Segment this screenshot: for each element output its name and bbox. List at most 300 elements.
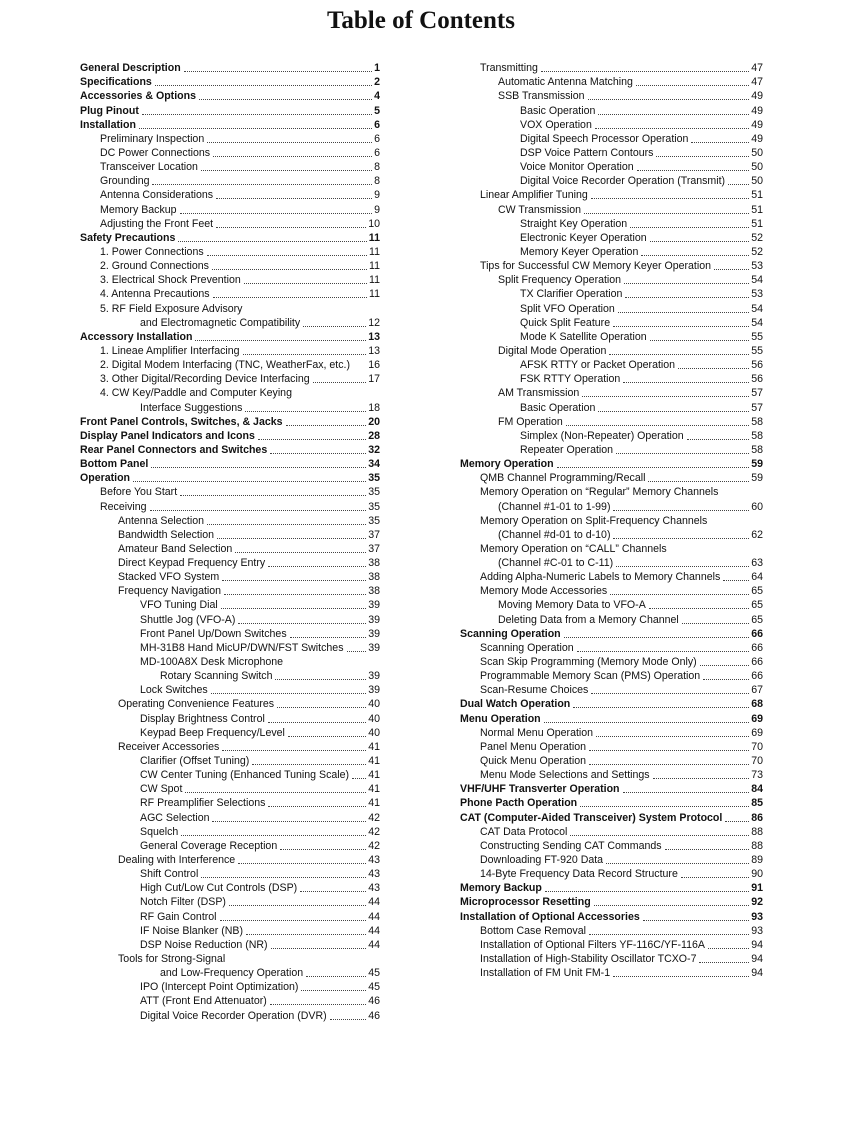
toc-dot-leader	[352, 778, 366, 779]
toc-entry[interactable]	[80, 498, 380, 512]
toc-entry[interactable]	[460, 894, 763, 908]
toc-dot-leader	[665, 849, 750, 850]
toc-entry[interactable]	[460, 937, 763, 951]
toc-page-number: 94	[751, 953, 763, 965]
toc-entry[interactable]	[80, 230, 380, 244]
toc-entry[interactable]	[460, 626, 763, 640]
toc-entry[interactable]	[80, 442, 380, 456]
toc-entry[interactable]	[460, 908, 763, 922]
toc-entry[interactable]	[80, 640, 380, 654]
toc-entry[interactable]	[80, 244, 380, 258]
toc-entry[interactable]	[460, 371, 763, 385]
toc-entry[interactable]	[80, 597, 380, 611]
toc-page-number: 8	[374, 161, 380, 174]
toc-entry[interactable]	[460, 230, 763, 244]
toc-dot-leader	[700, 665, 750, 666]
toc-entry[interactable]	[80, 484, 380, 498]
toc-dot-leader	[275, 679, 366, 680]
toc-entry[interactable]	[460, 725, 763, 739]
toc-page-number: 67	[751, 684, 763, 697]
toc-entry[interactable]	[80, 343, 380, 357]
toc-entry[interactable]	[460, 88, 763, 102]
toc-page-number: 53	[751, 288, 763, 301]
toc-page-number: 92	[751, 896, 763, 909]
toc-entry[interactable]	[460, 272, 763, 286]
toc-entry[interactable]	[80, 993, 380, 1007]
toc-entry-label: Safety Precautions	[80, 231, 176, 244]
toc-dot-leader	[238, 863, 366, 864]
toc-dot-leader	[221, 608, 366, 609]
toc-entry[interactable]	[460, 852, 763, 866]
toc-page-number: 69	[751, 726, 763, 739]
toc-entry[interactable]	[460, 74, 763, 88]
toc-entry[interactable]	[460, 795, 763, 809]
toc-dot-leader	[303, 326, 366, 327]
toc-entry[interactable]	[80, 894, 380, 908]
toc-entry-label: CW Transmission	[498, 203, 581, 216]
toc-entry-label: Digital Mode Operation	[498, 344, 607, 357]
toc-dot-leader	[728, 184, 749, 185]
toc-right-column	[460, 60, 763, 979]
toc-entry[interactable]	[80, 569, 380, 583]
toc-dot-leader	[306, 976, 366, 977]
toc-entry-label: Memory Backup	[460, 882, 542, 895]
toc-dot-leader	[582, 396, 749, 397]
toc-page-number: 39	[368, 599, 380, 612]
toc-entry[interactable]	[460, 102, 763, 116]
toc-page-number: 46	[368, 1009, 380, 1022]
toc-entry[interactable]	[80, 315, 380, 329]
toc-entry[interactable]	[460, 668, 763, 682]
toc-page-number: 70	[751, 740, 763, 753]
toc-entry[interactable]	[80, 329, 380, 343]
toc-dot-leader	[245, 411, 366, 412]
toc-entry[interactable]	[80, 201, 380, 215]
toc-entry[interactable]	[80, 668, 380, 682]
toc-entry[interactable]	[460, 470, 763, 484]
toc-page-number: 56	[751, 359, 763, 372]
toc-entry[interactable]	[80, 428, 380, 442]
toc-entry[interactable]	[460, 159, 763, 173]
toc-entry[interactable]	[460, 838, 763, 852]
toc-dot-leader	[616, 453, 749, 454]
toc-entry-label: Quick Split Feature	[520, 316, 611, 329]
toc-entry[interactable]	[80, 555, 380, 569]
toc-entry-label: Dealing with Interference	[118, 854, 236, 867]
toc-entry-label: Simplex (Non-Repeater) Operation	[520, 429, 684, 442]
toc-dot-leader	[243, 354, 367, 355]
toc-entry[interactable]	[460, 513, 763, 527]
toc-entry[interactable]	[460, 244, 763, 258]
toc-page-number: 52	[751, 231, 763, 244]
toc-entry[interactable]	[80, 102, 380, 116]
toc-page-number: 73	[751, 769, 763, 782]
toc-entry[interactable]	[460, 555, 763, 569]
toc-entry[interactable]	[80, 753, 380, 767]
toc-entry[interactable]	[460, 824, 763, 838]
toc-entry[interactable]	[460, 866, 763, 880]
toc-entry[interactable]	[460, 951, 763, 965]
toc-entry[interactable]	[460, 216, 763, 230]
toc-page-number: 6	[374, 146, 380, 159]
toc-page-number: 50	[751, 161, 763, 174]
toc-entry[interactable]	[460, 880, 763, 894]
toc-entry-label: Installation of Optional Accessories	[460, 910, 640, 923]
toc-entry[interactable]	[80, 1007, 380, 1021]
toc-entry[interactable]	[80, 159, 380, 173]
toc-entry-label: Amateur Band Selection	[118, 542, 233, 555]
toc-entry[interactable]	[460, 117, 763, 131]
toc-page-number: 59	[751, 472, 763, 485]
toc-page-number: 42	[368, 839, 380, 852]
toc-dot-leader	[280, 849, 366, 850]
toc-page-number: 88	[751, 839, 763, 852]
toc-entry-label: Preliminary Inspection	[100, 132, 205, 145]
toc-entry[interactable]	[80, 838, 380, 852]
toc-entry[interactable]	[80, 583, 380, 597]
toc-entry-label: Downloading FT-920 Data	[480, 854, 604, 867]
toc-entry-label: Linear Amplifier Tuning	[480, 189, 588, 202]
toc-entry[interactable]	[80, 626, 380, 640]
toc-page-number: 39	[368, 684, 380, 697]
toc-page-number: 66	[751, 627, 763, 640]
toc-entry-label: Microprocessor Resetting	[460, 896, 591, 909]
toc-entry-label: Electronic Keyer Operation	[520, 231, 647, 244]
toc-dot-leader	[589, 764, 749, 765]
toc-entry-label: 4. Antenna Precautions	[100, 288, 210, 301]
toc-page-number: 11	[368, 231, 380, 244]
toc-dot-leader	[541, 71, 749, 72]
toc-entry[interactable]	[460, 541, 763, 555]
toc-entry[interactable]	[80, 117, 380, 131]
toc-entry[interactable]	[460, 739, 763, 753]
toc-page-number: 35	[368, 514, 380, 527]
toc-page-number: 18	[368, 401, 380, 414]
toc-entry[interactable]	[80, 880, 380, 894]
toc-entry[interactable]	[80, 145, 380, 159]
toc-entry-label: Rotary Scanning Switch	[160, 670, 273, 683]
toc-entry[interactable]	[80, 300, 380, 314]
toc-entry[interactable]	[80, 527, 380, 541]
toc-page-number: 38	[368, 571, 380, 584]
toc-dot-leader	[229, 905, 366, 906]
toc-entry[interactable]	[80, 795, 380, 809]
toc-entry[interactable]	[80, 371, 380, 385]
toc-entry[interactable]	[460, 767, 763, 781]
toc-entry[interactable]	[460, 498, 763, 512]
toc-page-number: 60	[751, 500, 763, 513]
toc-entry[interactable]	[80, 965, 380, 979]
toc-dot-leader	[152, 184, 372, 185]
toc-dot-leader	[220, 920, 367, 921]
toc-dot-leader	[235, 552, 366, 553]
toc-entry[interactable]	[460, 442, 763, 456]
toc-entry[interactable]	[460, 329, 763, 343]
toc-dot-leader	[656, 156, 749, 157]
toc-entry[interactable]	[460, 131, 763, 145]
toc-page-number: 66	[751, 641, 763, 654]
toc-page-number: 54	[751, 302, 763, 315]
toc-entry-label: Front Panel Up/Down Switches	[140, 627, 287, 640]
toc-entry[interactable]	[460, 654, 763, 668]
toc-page-number: 65	[751, 613, 763, 626]
toc-dot-leader	[618, 312, 749, 313]
toc-entry-label: 2. Ground Connections	[100, 260, 209, 273]
toc-entry[interactable]	[80, 696, 380, 710]
toc-entry[interactable]	[460, 583, 763, 597]
toc-entry-label: Moving Memory Data to VFO-A	[498, 599, 646, 612]
toc-entry-label: Mode K Satellite Operation	[520, 330, 647, 343]
toc-entry-label: Split VFO Operation	[520, 302, 615, 315]
toc-dot-leader	[613, 510, 749, 511]
toc-page-number: 65	[751, 599, 763, 612]
toc-dot-leader	[207, 142, 372, 143]
toc-entry[interactable]	[460, 965, 763, 979]
toc-entry-label: Normal Menu Operation	[480, 726, 594, 739]
toc-entry[interactable]	[80, 385, 380, 399]
toc-entry[interactable]	[460, 343, 763, 357]
toc-entry-label: Memory Operation on Split-Frequency Channels	[480, 514, 708, 527]
toc-entry[interactable]	[460, 682, 763, 696]
toc-dot-leader	[211, 693, 366, 694]
toc-dot-leader	[595, 128, 749, 129]
toc-entry[interactable]	[80, 781, 380, 795]
toc-entry-label: Display Panel Indicators and Icons	[80, 429, 255, 442]
toc-entry[interactable]	[80, 710, 380, 724]
toc-page-number: 32	[368, 443, 380, 456]
toc-entry[interactable]	[80, 60, 380, 74]
toc-entry[interactable]	[80, 979, 380, 993]
toc-page-number: 58	[751, 429, 763, 442]
toc-entry[interactable]	[80, 272, 380, 286]
toc-entry-label: Programmable Memory Scan (PMS) Operation	[480, 670, 701, 683]
toc-dot-leader	[300, 891, 366, 892]
toc-entry-label: Shift Control	[140, 868, 199, 881]
toc-dot-leader	[564, 637, 750, 638]
toc-entry[interactable]	[80, 937, 380, 951]
toc-entry-label: Grounding	[100, 175, 150, 188]
toc-entry-label: Receiving	[100, 500, 147, 513]
toc-entry-label: Shuttle Jog (VFO-A)	[140, 613, 236, 626]
toc-entry[interactable]	[460, 428, 763, 442]
toc-entry[interactable]	[80, 951, 380, 965]
toc-page-number: 58	[751, 415, 763, 428]
toc-dot-leader	[606, 863, 749, 864]
toc-page-number: 93	[751, 910, 763, 923]
toc-entry[interactable]	[80, 923, 380, 937]
toc-dot-leader	[678, 368, 749, 369]
toc-page-number: 12	[368, 316, 380, 329]
toc-entry[interactable]	[80, 739, 380, 753]
toc-entry-label: Antenna Selection	[118, 514, 204, 527]
toc-dot-leader	[725, 821, 749, 822]
toc-entry-label: Menu Operation	[460, 712, 541, 725]
toc-entry[interactable]	[80, 131, 380, 145]
toc-entry-label: QMB Channel Programming/Recall	[480, 472, 646, 485]
toc-dot-leader	[207, 524, 366, 525]
toc-entry-label: FSK RTTY Operation	[520, 373, 621, 386]
toc-entry[interactable]	[460, 484, 763, 498]
toc-dot-leader	[708, 948, 749, 949]
toc-page-number: 47	[751, 62, 763, 75]
toc-dot-leader	[142, 114, 372, 115]
toc-entry[interactable]	[80, 767, 380, 781]
toc-page-number: 54	[751, 274, 763, 287]
toc-entry-label: Operation	[80, 472, 131, 485]
toc-entry-label: Dual Watch Operation	[460, 698, 571, 711]
toc-page-number: 9	[374, 203, 380, 216]
toc-page-number: 37	[368, 528, 380, 541]
toc-page-number: 89	[751, 854, 763, 867]
toc-entry[interactable]	[460, 640, 763, 654]
toc-page-number: 39	[368, 641, 380, 654]
toc-page-number: 91	[751, 882, 763, 895]
toc-page-number: 52	[751, 245, 763, 258]
toc-entry[interactable]	[460, 569, 763, 583]
toc-page-number: 43	[368, 882, 380, 895]
toc-entry[interactable]	[460, 258, 763, 272]
toc-dot-leader	[313, 382, 367, 383]
toc-entry-label: Deleting Data from a Memory Channel	[498, 613, 679, 626]
toc-dot-leader	[268, 722, 366, 723]
toc-dot-leader	[330, 1019, 367, 1020]
toc-dot-leader	[246, 934, 366, 935]
toc-entry[interactable]	[80, 654, 380, 668]
toc-page-number: 59	[751, 458, 763, 471]
toc-entry[interactable]	[80, 74, 380, 88]
toc-entry[interactable]	[80, 682, 380, 696]
toc-dot-leader	[133, 481, 366, 482]
toc-entry[interactable]	[460, 527, 763, 541]
toc-entry-label: Split Frequency Operation	[498, 274, 622, 287]
toc-entry[interactable]	[460, 357, 763, 371]
toc-entry[interactable]	[80, 541, 380, 555]
toc-dot-leader	[213, 156, 372, 157]
toc-dot-leader	[613, 326, 749, 327]
toc-entry-label: DSP Voice Pattern Contours	[520, 146, 654, 159]
toc-dot-leader	[691, 142, 749, 143]
toc-dot-leader	[212, 269, 367, 270]
toc-entry[interactable]	[460, 414, 763, 428]
toc-page-number: 38	[368, 557, 380, 570]
toc-entry-label: Receiver Accessories	[118, 740, 220, 753]
toc-entry[interactable]	[460, 456, 763, 470]
toc-entry-label: AM Transmission	[498, 387, 580, 400]
toc-entry-label: Accessories & Options	[80, 90, 196, 103]
toc-entry[interactable]	[460, 611, 763, 625]
toc-dot-leader	[185, 792, 366, 793]
toc-entry[interactable]	[80, 611, 380, 625]
toc-entry[interactable]	[460, 597, 763, 611]
toc-page-number: 56	[751, 373, 763, 386]
toc-dot-leader	[714, 269, 749, 270]
toc-entry-label: Basic Operation	[520, 401, 596, 414]
toc-page-number: 55	[751, 330, 763, 343]
toc-dot-leader	[648, 481, 749, 482]
toc-entry[interactable]	[80, 173, 380, 187]
toc-page-number: 10	[368, 217, 380, 230]
toc-entry[interactable]	[460, 809, 763, 823]
toc-page-number: 50	[751, 175, 763, 188]
toc-entry[interactable]	[80, 216, 380, 230]
toc-entry[interactable]	[460, 385, 763, 399]
toc-entry-label: (Channel #d-01 to d-10)	[498, 528, 611, 541]
toc-entry[interactable]	[460, 923, 763, 937]
toc-entry[interactable]	[80, 88, 380, 102]
toc-entry[interactable]	[80, 470, 380, 484]
toc-dot-leader	[290, 637, 367, 638]
toc-page-number: 85	[751, 797, 763, 810]
toc-entry[interactable]	[460, 781, 763, 795]
toc-page-number: 49	[751, 104, 763, 117]
toc-entry-label: FM Operation	[498, 415, 563, 428]
toc-dot-leader	[610, 594, 749, 595]
toc-entry[interactable]	[80, 725, 380, 739]
toc-entry[interactable]	[460, 710, 763, 724]
toc-page-number: 51	[751, 217, 763, 230]
toc-entry[interactable]	[80, 414, 380, 428]
toc-entry[interactable]	[460, 60, 763, 74]
toc-entry[interactable]	[80, 357, 380, 371]
toc-entry[interactable]	[80, 399, 380, 413]
toc-entry[interactable]	[460, 753, 763, 767]
toc-page-number: 35	[368, 472, 380, 485]
toc-dot-leader	[150, 510, 367, 511]
toc-entry[interactable]	[80, 866, 380, 880]
toc-entry[interactable]	[460, 187, 763, 201]
toc-entry[interactable]	[80, 456, 380, 470]
toc-entry[interactable]	[80, 286, 380, 300]
toc-entry-label: Tips for Successful CW Memory Keyer Operation	[480, 260, 711, 273]
toc-dot-leader	[577, 651, 750, 652]
toc-dot-leader	[216, 198, 372, 199]
toc-dot-leader	[288, 736, 366, 737]
toc-page-number: 53	[751, 260, 763, 273]
toc-entry-label: (Channel #1-01 to 1-99)	[498, 500, 611, 513]
toc-page-number: 8	[374, 175, 380, 188]
toc-entry[interactable]	[460, 399, 763, 413]
toc-entry[interactable]	[460, 286, 763, 300]
toc-page-number: 39	[368, 613, 380, 626]
toc-dot-leader	[643, 920, 749, 921]
toc-entry-label: Digital Voice Recorder Operation (DVR)	[140, 1009, 327, 1022]
toc-dot-leader	[222, 750, 366, 751]
toc-entry[interactable]	[460, 300, 763, 314]
toc-entry-label: Digital Speech Processor Operation	[520, 132, 689, 145]
toc-entry[interactable]	[80, 852, 380, 866]
toc-entry[interactable]	[80, 258, 380, 272]
toc-entry-label: RF Gain Control	[140, 910, 217, 923]
toc-entry[interactable]	[460, 145, 763, 159]
toc-dot-leader	[623, 792, 750, 793]
toc-entry-label: Menu Mode Selections and Settings	[480, 769, 650, 782]
toc-dot-leader	[588, 99, 750, 100]
toc-entry[interactable]	[460, 315, 763, 329]
toc-entry[interactable]	[80, 187, 380, 201]
toc-dot-leader	[271, 948, 367, 949]
toc-dot-leader	[584, 213, 749, 214]
toc-entry[interactable]	[460, 173, 763, 187]
toc-entry[interactable]	[80, 809, 380, 823]
toc-entry[interactable]	[80, 908, 380, 922]
toc-entry-label: TX Clarifier Operation	[520, 288, 623, 301]
toc-entry-label: Phone Pacth Operation	[460, 797, 578, 810]
toc-entry[interactable]	[80, 824, 380, 838]
toc-entry[interactable]	[460, 201, 763, 215]
toc-entry-label: Scanning Operation	[460, 627, 561, 640]
toc-entry[interactable]	[460, 696, 763, 710]
toc-entry[interactable]	[80, 513, 380, 527]
